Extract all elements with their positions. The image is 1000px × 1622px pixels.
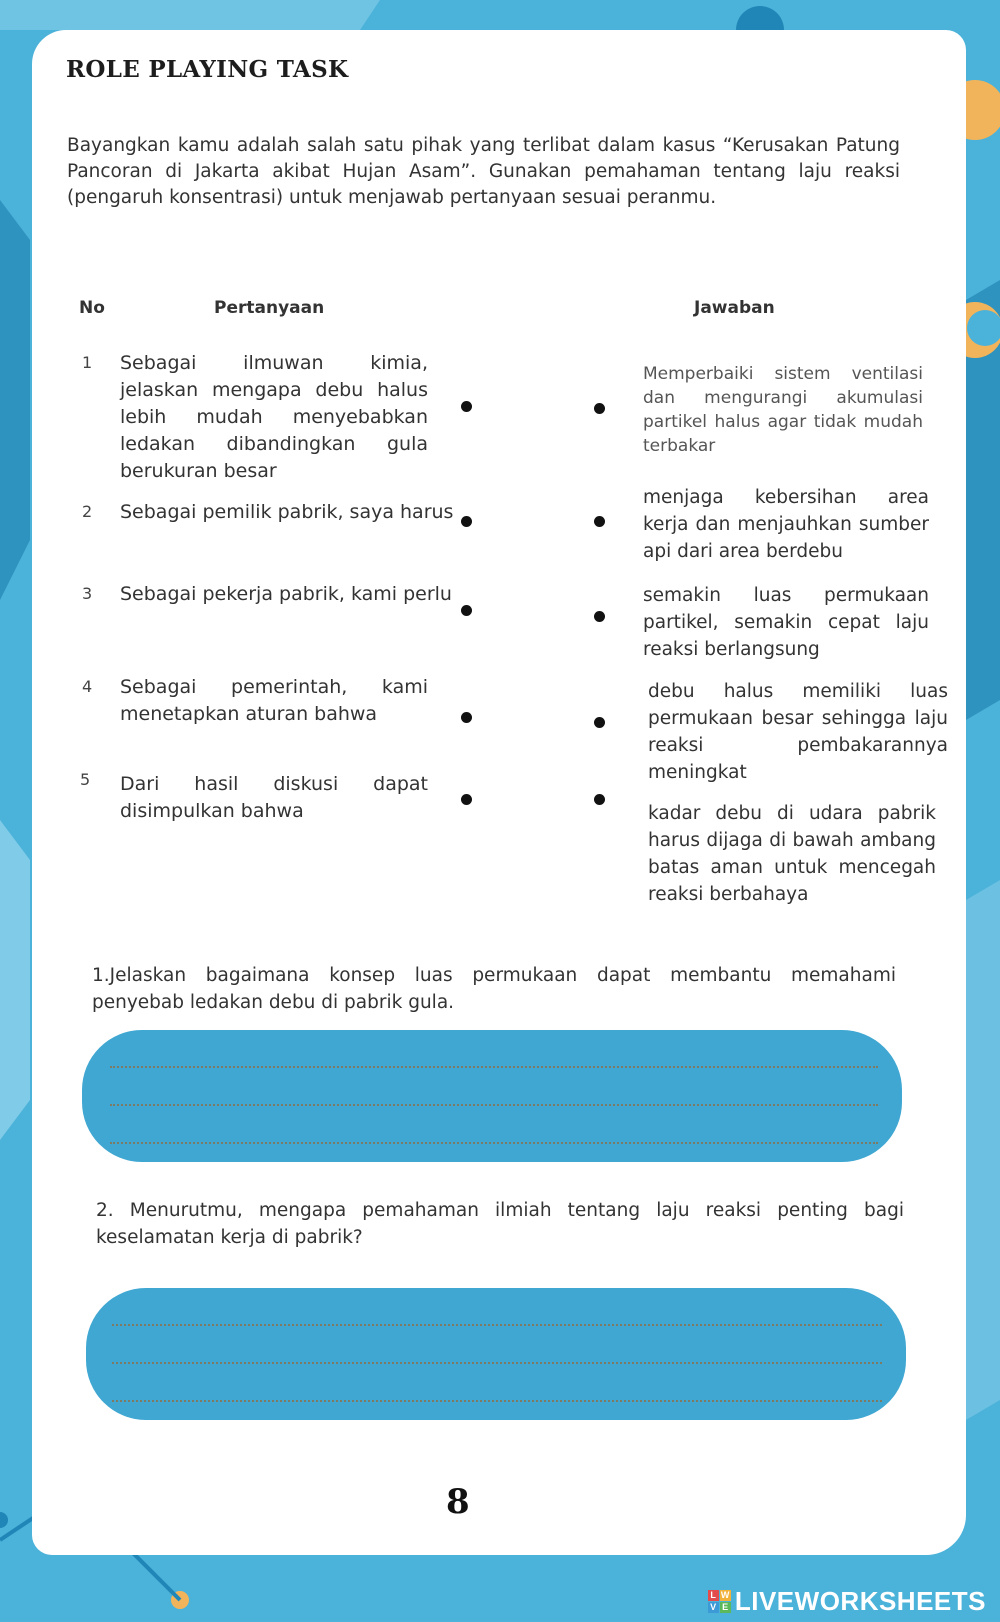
question-text-5: Dari hasil diskusi dapat disimpulkan bahwa: [120, 773, 428, 822]
answer-line: [112, 1362, 882, 1364]
match-dot-answer-1[interactable]: [594, 403, 605, 414]
answer-text-5: kadar debu di udara pabrik harus dijaga di bawah ambang batas aman untuk mencegah reaksi berbahaya: [648, 803, 936, 905]
liveworksheets-brand[interactable]: [708, 1586, 986, 1617]
match-dot-answer-5[interactable]: [594, 794, 605, 805]
answer-line: [110, 1104, 878, 1106]
question-text-1: Sebagai ilmuwan kimia, jelaskan mengapa debu halus lebih mudah menyebabkan ledakan dibandingkan gula berukuran besar: [120, 352, 428, 482]
answer-text-3: semakin luas permukaan partikel, semakin cepat laju reaksi berlangsung: [643, 585, 929, 660]
answer-text-4: debu halus memiliki luas permukaan besar sehingga laju reaksi pembakarannya meningkat: [648, 681, 948, 783]
answer-line: [110, 1142, 878, 1144]
question-number-3: 3: [82, 584, 93, 603]
match-dot-answer-3[interactable]: [594, 611, 605, 622]
match-dot-question-2[interactable]: [461, 516, 472, 527]
header-answer: Jawaban: [694, 298, 775, 318]
question-text-2: Sebagai pemilik pabrik, saya harus: [120, 501, 454, 523]
answer-text-1: Memperbaiki sistem ventilasi dan mengurangi akumulasi partikel halus agar tidak mudah terbakar: [643, 364, 923, 456]
answer-line: [112, 1324, 882, 1326]
match-dot-question-4[interactable]: [461, 712, 472, 723]
question-text-3: Sebagai pekerja pabrik, kami perlu: [120, 583, 452, 605]
question-number-5: 5: [80, 770, 91, 789]
answer-line: [112, 1400, 882, 1402]
header-question: Pertanyaan: [214, 298, 325, 318]
header-no: No: [79, 298, 105, 318]
question-number-1: 1: [82, 353, 93, 372]
page-number: 8: [446, 1482, 470, 1522]
liveworksheets-logo-icon: L W V E: [708, 1590, 731, 1613]
match-dot-answer-4[interactable]: [594, 717, 605, 728]
intro-paragraph: Bayangkan kamu adalah salah satu pihak yang terlibat dalam kasus “Kerusakan Patung Pancoran di Jakarta akibat Hujan Asam”. Gunakan pemahaman tentang laju reaksi (pengaruh konsentrasi) untuk menjawab pertanyaan sesuai peranmu.: [67, 135, 900, 208]
match-dot-question-3[interactable]: [461, 605, 472, 616]
brand-name: LIVEWORKSHEETS: [734, 1586, 986, 1616]
match-dot-question-5[interactable]: [461, 794, 472, 805]
answer-line: [110, 1066, 878, 1068]
essay-question-2: 2. Menurutmu, mengapa pemahaman ilmiah tentang laju reaksi penting bagi keselamatan kerja di pabrik?: [96, 1200, 904, 1248]
question-number-4: 4: [82, 677, 93, 696]
page-title: ROLE PLAYING TASK: [66, 56, 349, 83]
match-dot-question-1[interactable]: [461, 401, 472, 412]
answer-text-2: menjaga kebersihan area kerja dan menjauhkan sumber api dari area berdebu: [643, 487, 929, 562]
match-dot-answer-2[interactable]: [594, 516, 605, 527]
question-text-4: Sebagai pemerintah, kami menetapkan aturan bahwa: [120, 676, 428, 725]
question-number-2: 2: [82, 502, 93, 521]
essay-question-1: 1.Jelaskan bagaimana konsep luas permukaan dapat membantu memahami penyebab ledakan debu di pabrik gula.: [92, 965, 896, 1013]
